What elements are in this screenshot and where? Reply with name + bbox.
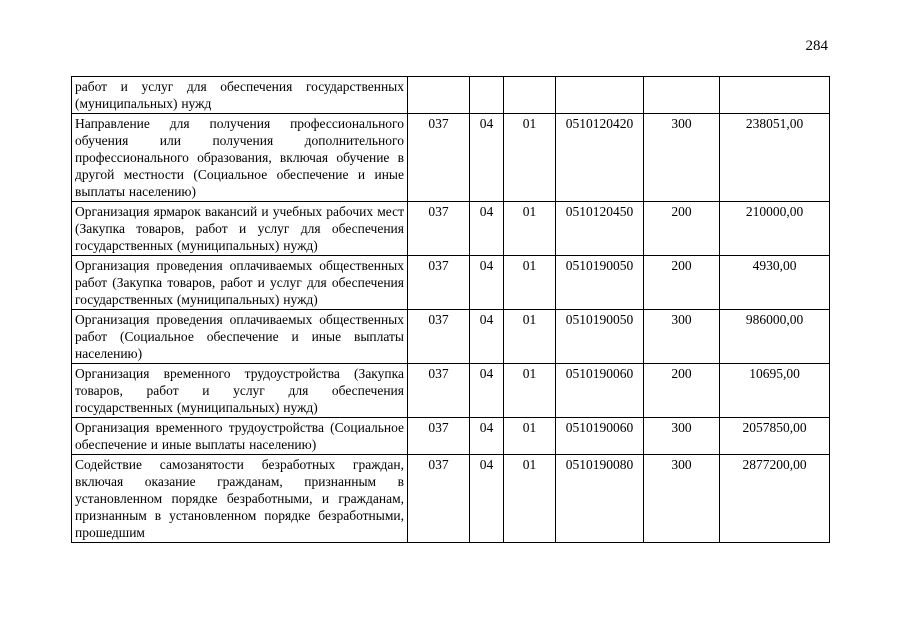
table-row bbox=[72, 77, 830, 114]
row-description: Содействие самозанятости безработных граждан, включая оказание гражданам, признанным в установленном порядке безработными, и гражданам, признанным в установленном порядке безработными, прошедшим bbox=[72, 455, 408, 543]
target-article-code: 0510120450 bbox=[556, 202, 644, 256]
table-row bbox=[72, 310, 830, 364]
table-row bbox=[72, 364, 830, 418]
budget-table bbox=[71, 76, 830, 543]
row-description: Организация проведения оплачиваемых общественных работ (Закупка товаров, работ и услуг для обеспечения государственных (муниципальных) нужд) bbox=[72, 256, 408, 310]
ministry-code: 037 bbox=[408, 256, 470, 310]
expense-type-code: 300 bbox=[644, 455, 720, 543]
expense-type-code: 200 bbox=[644, 202, 720, 256]
expense-type-code: 300 bbox=[644, 310, 720, 364]
expense-type-code: 200 bbox=[644, 364, 720, 418]
subsection-code: 01 bbox=[504, 364, 556, 418]
subsection-code bbox=[504, 77, 556, 114]
ministry-code: 037 bbox=[408, 310, 470, 364]
section-code: 04 bbox=[470, 418, 504, 455]
section-code bbox=[470, 77, 504, 114]
subsection-code: 01 bbox=[504, 310, 556, 364]
amount: 2877200,00 bbox=[720, 455, 830, 543]
ministry-code: 037 bbox=[408, 202, 470, 256]
ministry-code: 037 bbox=[408, 364, 470, 418]
table-row bbox=[72, 202, 830, 256]
table-row bbox=[72, 256, 830, 310]
ministry-code: 037 bbox=[408, 418, 470, 455]
section-code: 04 bbox=[470, 202, 504, 256]
section-code: 04 bbox=[470, 455, 504, 543]
expense-type-code bbox=[644, 77, 720, 114]
table-row bbox=[72, 455, 830, 543]
table-row bbox=[72, 418, 830, 455]
row-description: Организация проведения оплачиваемых общественных работ (Социальное обеспечение и иные выплаты населению) bbox=[72, 310, 408, 364]
target-article-code: 0510190050 bbox=[556, 256, 644, 310]
amount: 2057850,00 bbox=[720, 418, 830, 455]
row-description: Организация ярмарок вакансий и учебных рабочих мест (Закупка товаров, работ и услуг для обеспечения государственных (муниципальных) нужд) bbox=[72, 202, 408, 256]
section-code: 04 bbox=[470, 114, 504, 202]
table-row bbox=[72, 114, 830, 202]
row-description: Организация временного трудоустройства (Закупка товаров, работ и услуг для обеспечения государственных (муниципальных) нужд) bbox=[72, 364, 408, 418]
target-article-code: 0510190080 bbox=[556, 455, 644, 543]
subsection-code: 01 bbox=[504, 256, 556, 310]
target-article-code: 0510120420 bbox=[556, 114, 644, 202]
row-description: работ и услуг для обеспечения государственных (муниципальных) нужд bbox=[72, 77, 408, 114]
ministry-code bbox=[408, 77, 470, 114]
expense-type-code: 200 bbox=[644, 256, 720, 310]
target-article-code: 0510190050 bbox=[556, 310, 644, 364]
target-article-code: 0510190060 bbox=[556, 364, 644, 418]
expense-type-code: 300 bbox=[644, 114, 720, 202]
amount: 4930,00 bbox=[720, 256, 830, 310]
amount: 986000,00 bbox=[720, 310, 830, 364]
amount: 210000,00 bbox=[720, 202, 830, 256]
section-code: 04 bbox=[470, 364, 504, 418]
expense-type-code: 300 bbox=[644, 418, 720, 455]
target-article-code bbox=[556, 77, 644, 114]
subsection-code: 01 bbox=[504, 114, 556, 202]
subsection-code: 01 bbox=[504, 418, 556, 455]
row-description: Направление для получения профессионального обучения или получения дополнительного профессионального образования, включая обучение в другой местности (Социальное обеспечение и иные выплаты населению) bbox=[72, 114, 408, 202]
ministry-code: 037 bbox=[408, 455, 470, 543]
subsection-code: 01 bbox=[504, 455, 556, 543]
subsection-code: 01 bbox=[504, 202, 556, 256]
target-article-code: 0510190060 bbox=[556, 418, 644, 455]
amount: 10695,00 bbox=[720, 364, 830, 418]
amount: 238051,00 bbox=[720, 114, 830, 202]
ministry-code: 037 bbox=[408, 114, 470, 202]
row-description: Организация временного трудоустройства (Социальное обеспечение и иные выплаты населению) bbox=[72, 418, 408, 455]
section-code: 04 bbox=[470, 310, 504, 364]
amount bbox=[720, 77, 830, 114]
section-code: 04 bbox=[470, 256, 504, 310]
page-number: 284 bbox=[805, 38, 828, 54]
